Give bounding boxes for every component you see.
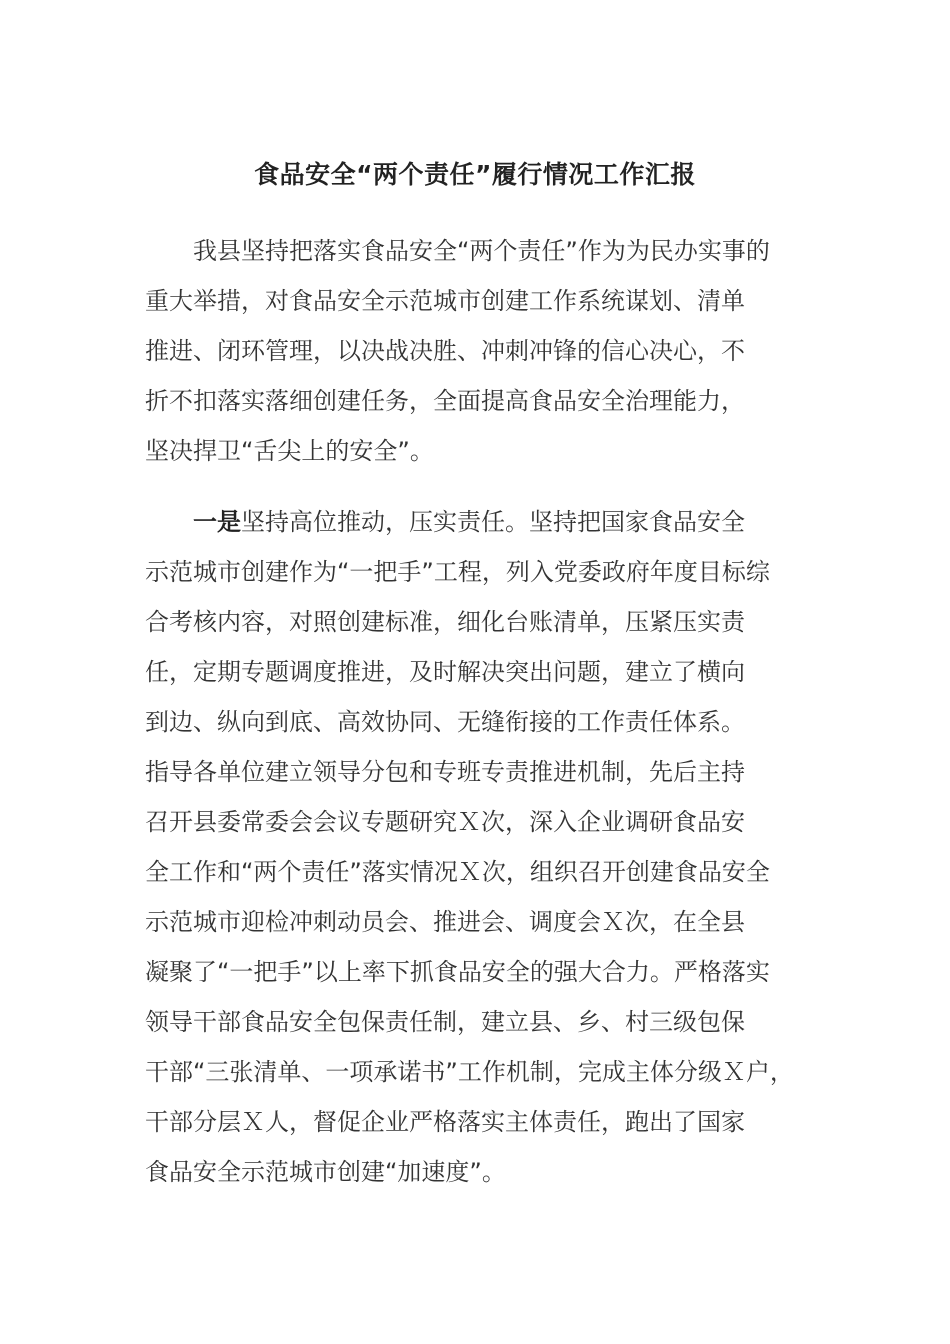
paragraph-first-line	[145, 497, 835, 547]
paragraph-line: 到边、纵向到底、高效协同、无缝衔接的工作责任体系。	[145, 708, 745, 736]
paragraph-line: 指导各单位建立领导分包和专班专责推进机制，先后主持	[145, 758, 745, 786]
paragraph-line: 示范城市迎检冲刺动员会、推进会、调度会Ｘ次，在全县	[145, 908, 745, 936]
paragraph-line: 示范城市创建作为“一把手”工程，列入党委政府年度目标综	[145, 558, 770, 586]
paragraph-line: 合考核内容，对照创建标准，细化台账清单，压紧压实责	[145, 608, 745, 636]
paragraph-intro	[145, 226, 835, 476]
point-lead: 一是	[193, 508, 241, 536]
paragraph-line: 领导干部食品安全包保责任制，建立县、乡、村三级包保	[145, 1008, 745, 1036]
paragraph-line: 干部“三张清单、一项承诺书”工作机制，完成主体分级Ｘ户，	[145, 1058, 794, 1086]
paragraph-line: 重大举措，对食品安全示范城市创建工作系统谋划、清单	[145, 287, 745, 315]
paragraph-point-one	[145, 497, 835, 1197]
document-title: 食品安全“两个责任”履行情况工作汇报	[254, 160, 696, 189]
paragraph-line: 干部分层Ｘ人，督促企业严格落实主体责任，跑出了国家	[145, 1108, 745, 1136]
paragraph-line: 我县坚持把落实食品安全“两个责任”作为为民办实事的	[145, 237, 770, 265]
paragraph-line: 全工作和“两个责任”落实情况Ｘ次，组织召开创建食品安全	[145, 858, 770, 886]
paragraph-line: 凝聚了“一把手”以上率下抓食品安全的强大合力。严格落实	[145, 958, 770, 986]
paragraph-line: 折不扣落实落细创建任务，全面提高食品安全治理能力，	[145, 387, 745, 415]
point-first-line-text: 坚持高位推动，压实责任。坚持把国家食品安全	[241, 508, 745, 536]
paragraph-line: 推进、闭环管理，以决战决胜、冲刺冲锋的信心决心，不	[145, 337, 745, 365]
paragraph-line: 坚决捍卫“舌尖上的安全”。	[145, 437, 434, 465]
paragraph-line: 任，定期专题调度推进，及时解决突出问题，建立了横向	[145, 658, 745, 686]
paragraph-line: 食品安全示范城市创建“加速度”。	[145, 1158, 506, 1186]
paragraph-line: 召开县委常委会会议专题研究Ｘ次，深入企业调研食品安	[145, 808, 745, 836]
